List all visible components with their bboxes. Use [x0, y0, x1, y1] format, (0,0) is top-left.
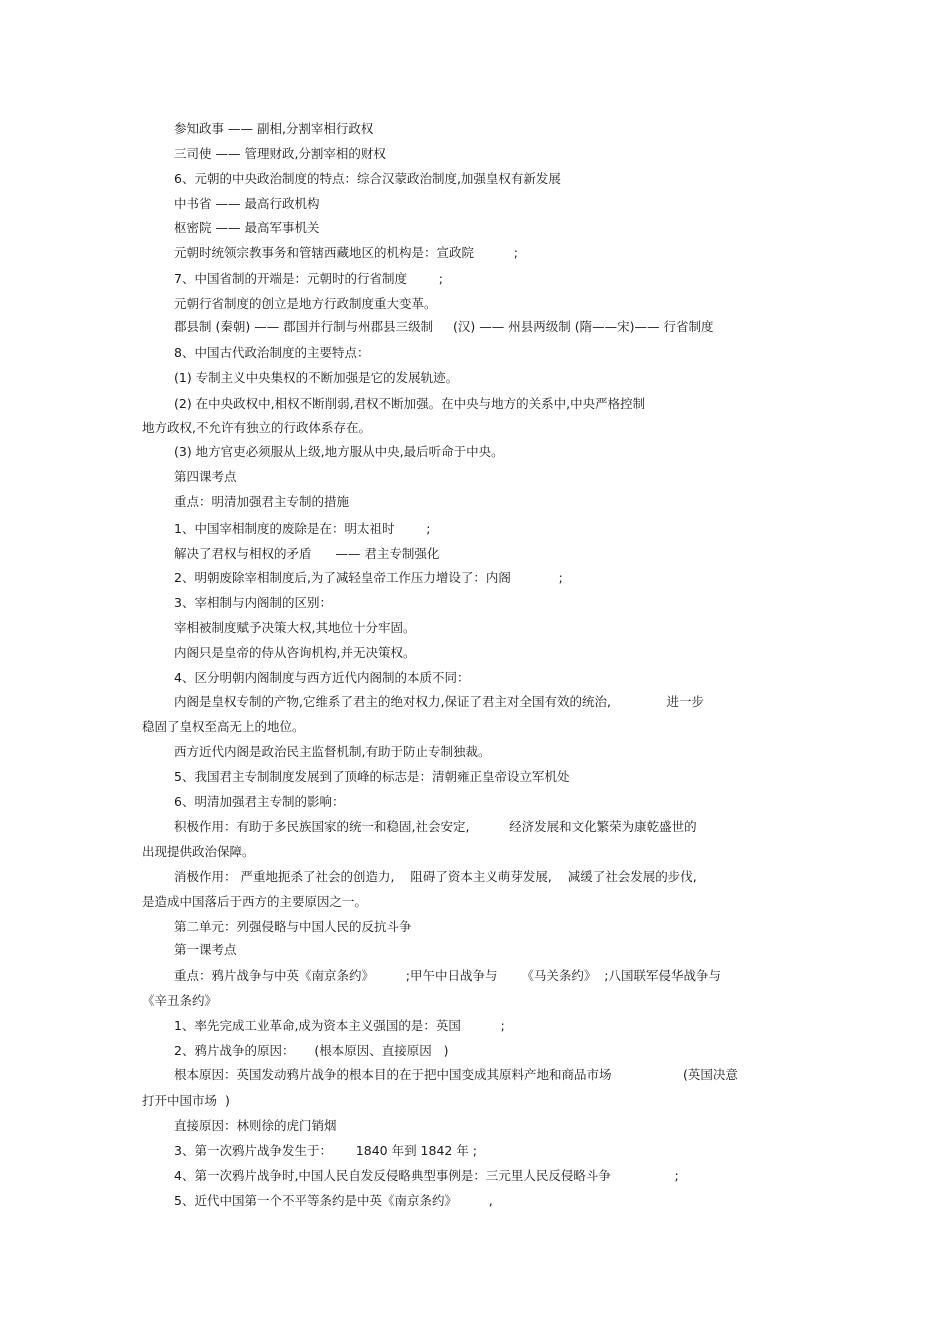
text-line: 宰相被制度赋予决策大权,其地位十分牢固。	[174, 620, 416, 635]
text-line: 是造成中国落后于西方的主要原因之一。	[142, 894, 368, 909]
text-line: 消极作用： 严重地扼杀了社会的创造力, 阻碍了资本主义萌芽发展, 减缓了社会发展的步伐,	[174, 869, 697, 884]
text-line: 8、中国古代政治制度的主要特点：	[174, 345, 370, 360]
text-line: 打开中国市场 )	[142, 1093, 230, 1108]
text-line: 2、鸦片战争的原因： (根本原因、直接原因 )	[174, 1043, 449, 1058]
text-line: 直接原因：林则徐的虎门销烟	[174, 1118, 337, 1133]
text-line: 根本原因：英国发动鸦片战争的根本目的在于把中国变成其原料产地和商品市场 (英国决意	[174, 1067, 738, 1082]
section-heading: 第四课考点	[174, 469, 237, 484]
text-line: 中书省 —— 最高行政机构	[174, 196, 320, 211]
text-line: 3、第一次鸦片战争发生于： 1840 年到 1842 年 ;	[174, 1143, 478, 1158]
text-line: 重点：鸦片战争与中英《南京条约》 ;甲午中日战争与 《马关条约》 ;八国联军侵华战争与	[174, 968, 721, 983]
text-line: 1、中国宰相制度的废除是在：明太祖时 ;	[174, 521, 431, 536]
text-line: 3、宰相制与内阁制的区别：	[174, 595, 332, 610]
text-line: 2、明朝废除宰相制度后,为了减轻皇帝工作压力增设了：内阁 ;	[174, 570, 563, 585]
text-line: 内阁只是皇帝的侍从咨询机构,并无决策权。	[174, 645, 416, 660]
text-line: 积极作用：有助于多民族国家的统一和稳固,社会安定, 经济发展和文化繁荣为康乾盛世的	[174, 819, 697, 834]
text-line: (1) 专制主义中央集权的不断加强是它的发展轨迹。	[174, 370, 459, 385]
text-line: 参知政事 —— 副相,分割宰相行政权	[174, 121, 374, 136]
text-line: 出现提供政治保障。	[142, 844, 255, 859]
text-line: 元朝时统领宗教事务和管辖西藏地区的机构是：宣政院 ;	[174, 245, 518, 260]
text-line: 枢密院 —— 最高军事机关	[174, 220, 320, 235]
text-line: 4、区分明朝内阁制度与西方近代内阁制的本质不同：	[174, 670, 470, 685]
text-line: 6、元朝的中央政治制度的特点：综合汉蒙政治制度,加强皇权有新发展	[174, 171, 561, 186]
text-line: 4、第一次鸦片战争时,中国人民自发反侵略典型事例是：三元里人民反侵略斗争 ;	[174, 1168, 679, 1183]
text-line: 元朝行省制度的创立是地方行政制度重大变革。	[174, 296, 437, 311]
text-line: 郡县制 (秦朝) —— 郡国并行制与州郡县三级制 (汉) —— 州县两级制 (隋——宋)—— 行省制度	[174, 319, 714, 334]
text-line: 《辛丑条约》	[142, 993, 218, 1008]
text-line: 地方政权,不允许有独立的行政体系存在。	[142, 420, 371, 435]
text-line: 1、率先完成工业革命,成为资本主义强国的是：英国 ;	[174, 1018, 505, 1033]
text-line: 5、我国君主专制制度发展到了顶峰的标志是：清朝雍正皇帝设立军机处	[174, 769, 570, 784]
section-heading: 第二单元：列强侵略与中国人民的反抗斗争	[174, 919, 412, 934]
text-line: 三司使 —— 管理财政,分割宰相的财权	[174, 146, 386, 161]
text-line: 5、近代中国第一个不平等条约是中英《南京条约》 ,	[174, 1193, 493, 1208]
section-heading: 第一课考点	[174, 942, 237, 957]
text-line: 7、中国省制的开端是：元朝时的行省制度 ;	[174, 271, 443, 286]
text-line: 重点：明清加强君主专制的措施	[174, 494, 350, 509]
text-line: 西方近代内阁是政治民主监督机制,有助于防止专制独裁。	[174, 744, 491, 759]
text-line: 稳固了皇权至高无上的地位。	[142, 719, 305, 734]
text-line: (3) 地方官吏必须服从上级,地方服从中央,最后听命于中央。	[174, 444, 504, 459]
text-line: (2) 在中央政权中,相权不断削弱,君权不断加强。在中央与地方的关系中,中央严格控制	[174, 396, 646, 411]
text-line: 内阁是皇权专制的产物,它维系了君主的绝对权力,保证了君主对全国有效的统治, 进一步	[174, 694, 705, 709]
text-line: 解决了君权与相权的矛盾 —— 君主专制强化	[174, 546, 440, 561]
text-line: 6、明清加强君主专制的影响：	[174, 794, 345, 809]
